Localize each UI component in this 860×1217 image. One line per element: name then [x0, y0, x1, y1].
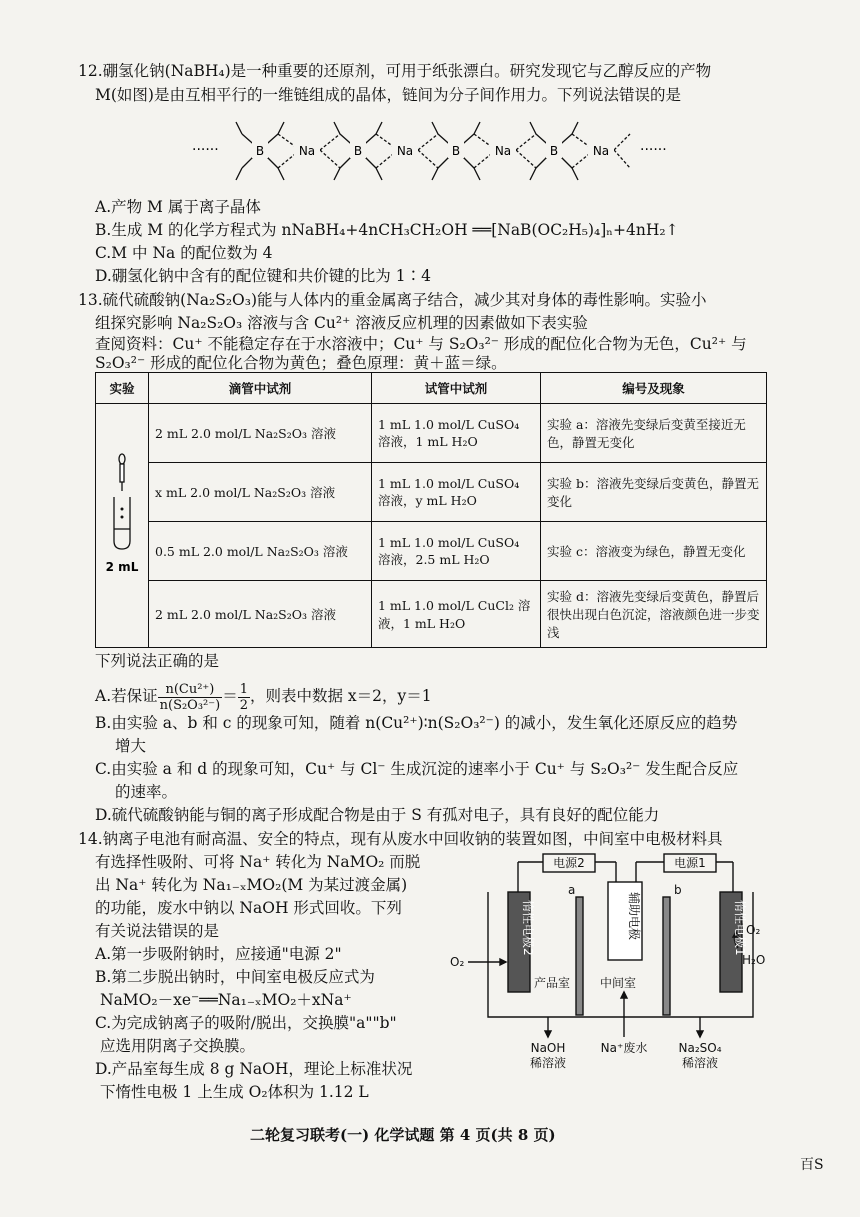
q14-option-c-line1: C.为完成钠离子的吸附/脱出，交换膜"a""b"	[95, 1014, 397, 1032]
page-footer: 二轮复习联考(一) 化学试题 第 4 页(共 8 页)	[250, 1126, 556, 1144]
table-header: 实验	[96, 373, 149, 404]
inert-electrode-2-label: 惰性电极2	[521, 900, 535, 956]
table-header: 编号及现象	[541, 373, 767, 404]
phenomenon-cell: 实验 d：溶液先变绿后变黄色，静置后很快出现白色沉淀，溶液颜色进一步变浅	[541, 581, 767, 648]
tube-volume-label: 2 mL	[105, 560, 139, 574]
tube-reagent-cell: 1 mL 1.0 mol/L CuSO₄ 溶液，1 mL H₂O	[372, 404, 541, 463]
inert-electrode-1-label: 惰性电极1	[733, 900, 747, 956]
q14-option-c-line2: 应选用阴离子交换膜。	[100, 1037, 256, 1055]
atom-b-4: B	[549, 144, 559, 158]
na2so4-label: Na₂SO₄	[678, 1041, 722, 1055]
half-fraction	[238, 682, 250, 713]
q13-stem-line3: 查阅资料：Cu⁺ 不能稳定存在于水溶液中；Cu⁺ 与 S₂O₃²⁻ 形成的配位化合物为无色，Cu²⁺ 与	[95, 335, 747, 353]
q13-option-a	[95, 678, 432, 714]
table-header: 滴管中试剂	[149, 373, 372, 404]
q14-option-d-line1: D.产品室每生成 8 g NaOH，理论上标准状况	[95, 1060, 413, 1078]
q14-line: 出 Na⁺ 转化为 Na₁₋ₓMO₂(M 为某过渡金属)	[95, 876, 408, 894]
chain-dots-right: ······	[640, 142, 667, 158]
phenomenon-cell: 实验 b：溶液先变绿后变黄色，静置无变化	[541, 463, 767, 522]
oxygen-left-label: O₂	[450, 955, 465, 969]
q13-stem-line1: 13.硫代硫酸钠(Na₂S₂O₃)能与人体内的重金属离子结合，减少其对身体的毒性影响。实验小	[78, 291, 707, 309]
atom-b-2: B	[353, 144, 363, 158]
q12-stem-line1: 12.硼氢化钠(NaBH₄)是一种重要的还原剂，可用于纸张漂白。研究发现它与乙醇反应的产物	[78, 62, 712, 80]
q13-option-b-line1: B.由实验 a、b 和 c 的现象可知，随着 n(Cu²⁺)∶n(S₂O₃²⁻) 的减小，发生氧化还原反应的趋势	[95, 714, 738, 732]
q13-option-a-suffix: ，则表中数据 x＝2，y＝1	[250, 687, 432, 705]
ratio-denominator: n(S₂O₃²⁻)	[159, 697, 221, 713]
q13-ask: 下列说法正确的是	[95, 652, 220, 670]
q13-stem-line4: S₂O₃²⁻ 形成的配位化合物为黄色；叠色原理：黄＋蓝＝绿。	[95, 354, 507, 372]
power-supply-1-label: 电源1	[674, 856, 706, 870]
apparatus-cell	[96, 404, 149, 648]
power-supply-2-label: 电源2	[553, 856, 585, 870]
dropper-reagent-cell: 2 mL 2.0 mol/L Na₂S₂O₃ 溶液	[149, 581, 372, 648]
equals-sign: ＝	[222, 687, 238, 705]
q13-option-c-line1: C.由实验 a 和 d 的现象可知，Cu⁺ 与 Cl⁻ 生成沉淀的速率小于 Cu⁺ 与 S₂O₃²⁻ 发生配合反应	[95, 760, 739, 778]
tube-reagent-cell: 1 mL 1.0 mol/L CuCl₂ 溶液，1 mL H₂O	[372, 581, 541, 648]
tube-reagent-cell: 1 mL 1.0 mol/L CuSO₄ 溶液，2.5 mL H₂O	[372, 522, 541, 581]
table-header: 试管中试剂	[372, 373, 541, 404]
membrane-b-label: b	[674, 883, 682, 897]
q12-option-b: B.生成 M 的化学方程式为 nNaBH₄+4nCH₃CH₂OH ══[NaB(OC₂H₅)₄]ₙ+4nH₂↑	[95, 221, 679, 239]
dropper-tube-icon	[104, 449, 140, 599]
naoh-label: NaOH	[530, 1041, 566, 1055]
atom-na-2: Na	[396, 144, 414, 158]
q14-line: 的功能，废水中钠以 NaOH 形式回收。下列	[95, 899, 402, 917]
q14-line: 有选择性吸附、可将 Na⁺ 转化为 NaMO₂ 而脱	[95, 853, 421, 871]
wastewater-label: Na⁺废水	[600, 1041, 648, 1055]
table-row	[96, 404, 767, 463]
q14-option-d-line2: 下惰性电极 1 上生成 O₂体积为 1.12 L	[100, 1083, 369, 1101]
q13-option-c-line2: 的速率。	[115, 783, 178, 801]
q13-option-b-line2: 增大	[115, 737, 147, 755]
q14-line: 有关说法错误的是	[95, 922, 220, 940]
electrolysis-apparatus-diagram	[448, 852, 778, 1092]
ratio-numerator: n(Cu²⁺)	[158, 682, 223, 698]
ratio-fraction	[158, 682, 223, 713]
atom-na-3: Na	[494, 144, 512, 158]
q13-option-a-prefix: A.若保证	[95, 687, 158, 705]
q13-option-d: D.硫代硫酸钠能与铜的离子形成配合物是由于 S 有孤对电子，具有良好的配位能力	[95, 806, 660, 824]
q14-option-b-line2: NaMO₂－xe⁻══Na₁₋ₓMO₂＋xNa⁺	[100, 991, 352, 1009]
water-label: H₂O	[742, 953, 766, 967]
product-room-label: 产品室	[534, 976, 571, 990]
q14-stem-line1: 14.钠离子电池有耐高温、安全的特点，现有从废水中回收钠的装置如图，中间室中电极材料具	[78, 830, 723, 848]
q12-option-c: C.M 中 Na 的配位数为 4	[95, 244, 273, 262]
table-row	[96, 522, 767, 581]
atom-na-1: Na	[298, 144, 316, 158]
q12-stem-line2: M(如图)是由互相平行的一维链组成的晶体，链间为分子间作用力。下列说法错误的是	[95, 86, 681, 104]
oxygen-right-label: O₂	[746, 923, 761, 937]
atom-na-4: Na	[592, 144, 610, 158]
q14-option-b-line1: B.第二步脱出钠时，中间室电极反应式为	[95, 968, 375, 986]
table-row	[96, 463, 767, 522]
membrane-a-label: a	[568, 883, 576, 897]
naoh-dilute-label: 稀溶液	[529, 1056, 567, 1070]
dropper-reagent-cell: 0.5 mL 2.0 mol/L Na₂S₂O₃ 溶液	[149, 522, 372, 581]
half-numerator: 1	[239, 681, 248, 697]
middle-room-label: 中间室	[600, 976, 637, 990]
na2so4-dilute-label: 稀溶液	[681, 1056, 719, 1070]
table-row	[96, 581, 767, 648]
table-header-row	[96, 373, 767, 404]
q12-option-d: D.硼氢化钠中含有的配位键和共价键的比为 1∶4	[95, 267, 431, 285]
q13-stem-line2: 组探究影响 Na₂S₂O₃ 溶液与含 Cu²⁺ 溶液反应机理的因素做如下表实验	[95, 314, 588, 332]
half-denominator: 2	[239, 697, 248, 713]
atom-b-3: B	[451, 144, 461, 158]
q14-option-a: A.第一步吸附钠时，应接通"电源 2"	[95, 945, 342, 963]
phenomenon-cell: 实验 c：溶液变为绿色，静置无变化	[541, 522, 767, 581]
experiment-table	[95, 372, 767, 648]
corner-mark: 百S	[800, 1157, 824, 1173]
atom-b-1: B	[255, 144, 265, 158]
dropper-reagent-cell: x mL 2.0 mol/L Na₂S₂O₃ 溶液	[149, 463, 372, 522]
tube-reagent-cell: 1 mL 1.0 mol/L CuSO₄ 溶液，y mL H₂O	[372, 463, 541, 522]
dropper-reagent-cell: 2 mL 2.0 mol/L Na₂S₂O₃ 溶液	[149, 404, 372, 463]
phenomenon-cell: 实验 a：溶液先变绿后变黄至接近无色，静置无变化	[541, 404, 767, 463]
aux-electrode-label: 辅助电极	[627, 892, 641, 941]
q12-option-a: A.产物 M 属于离子晶体	[95, 198, 261, 216]
chain-dots-left: ······	[192, 142, 219, 158]
q12-structure-diagram	[190, 112, 690, 192]
